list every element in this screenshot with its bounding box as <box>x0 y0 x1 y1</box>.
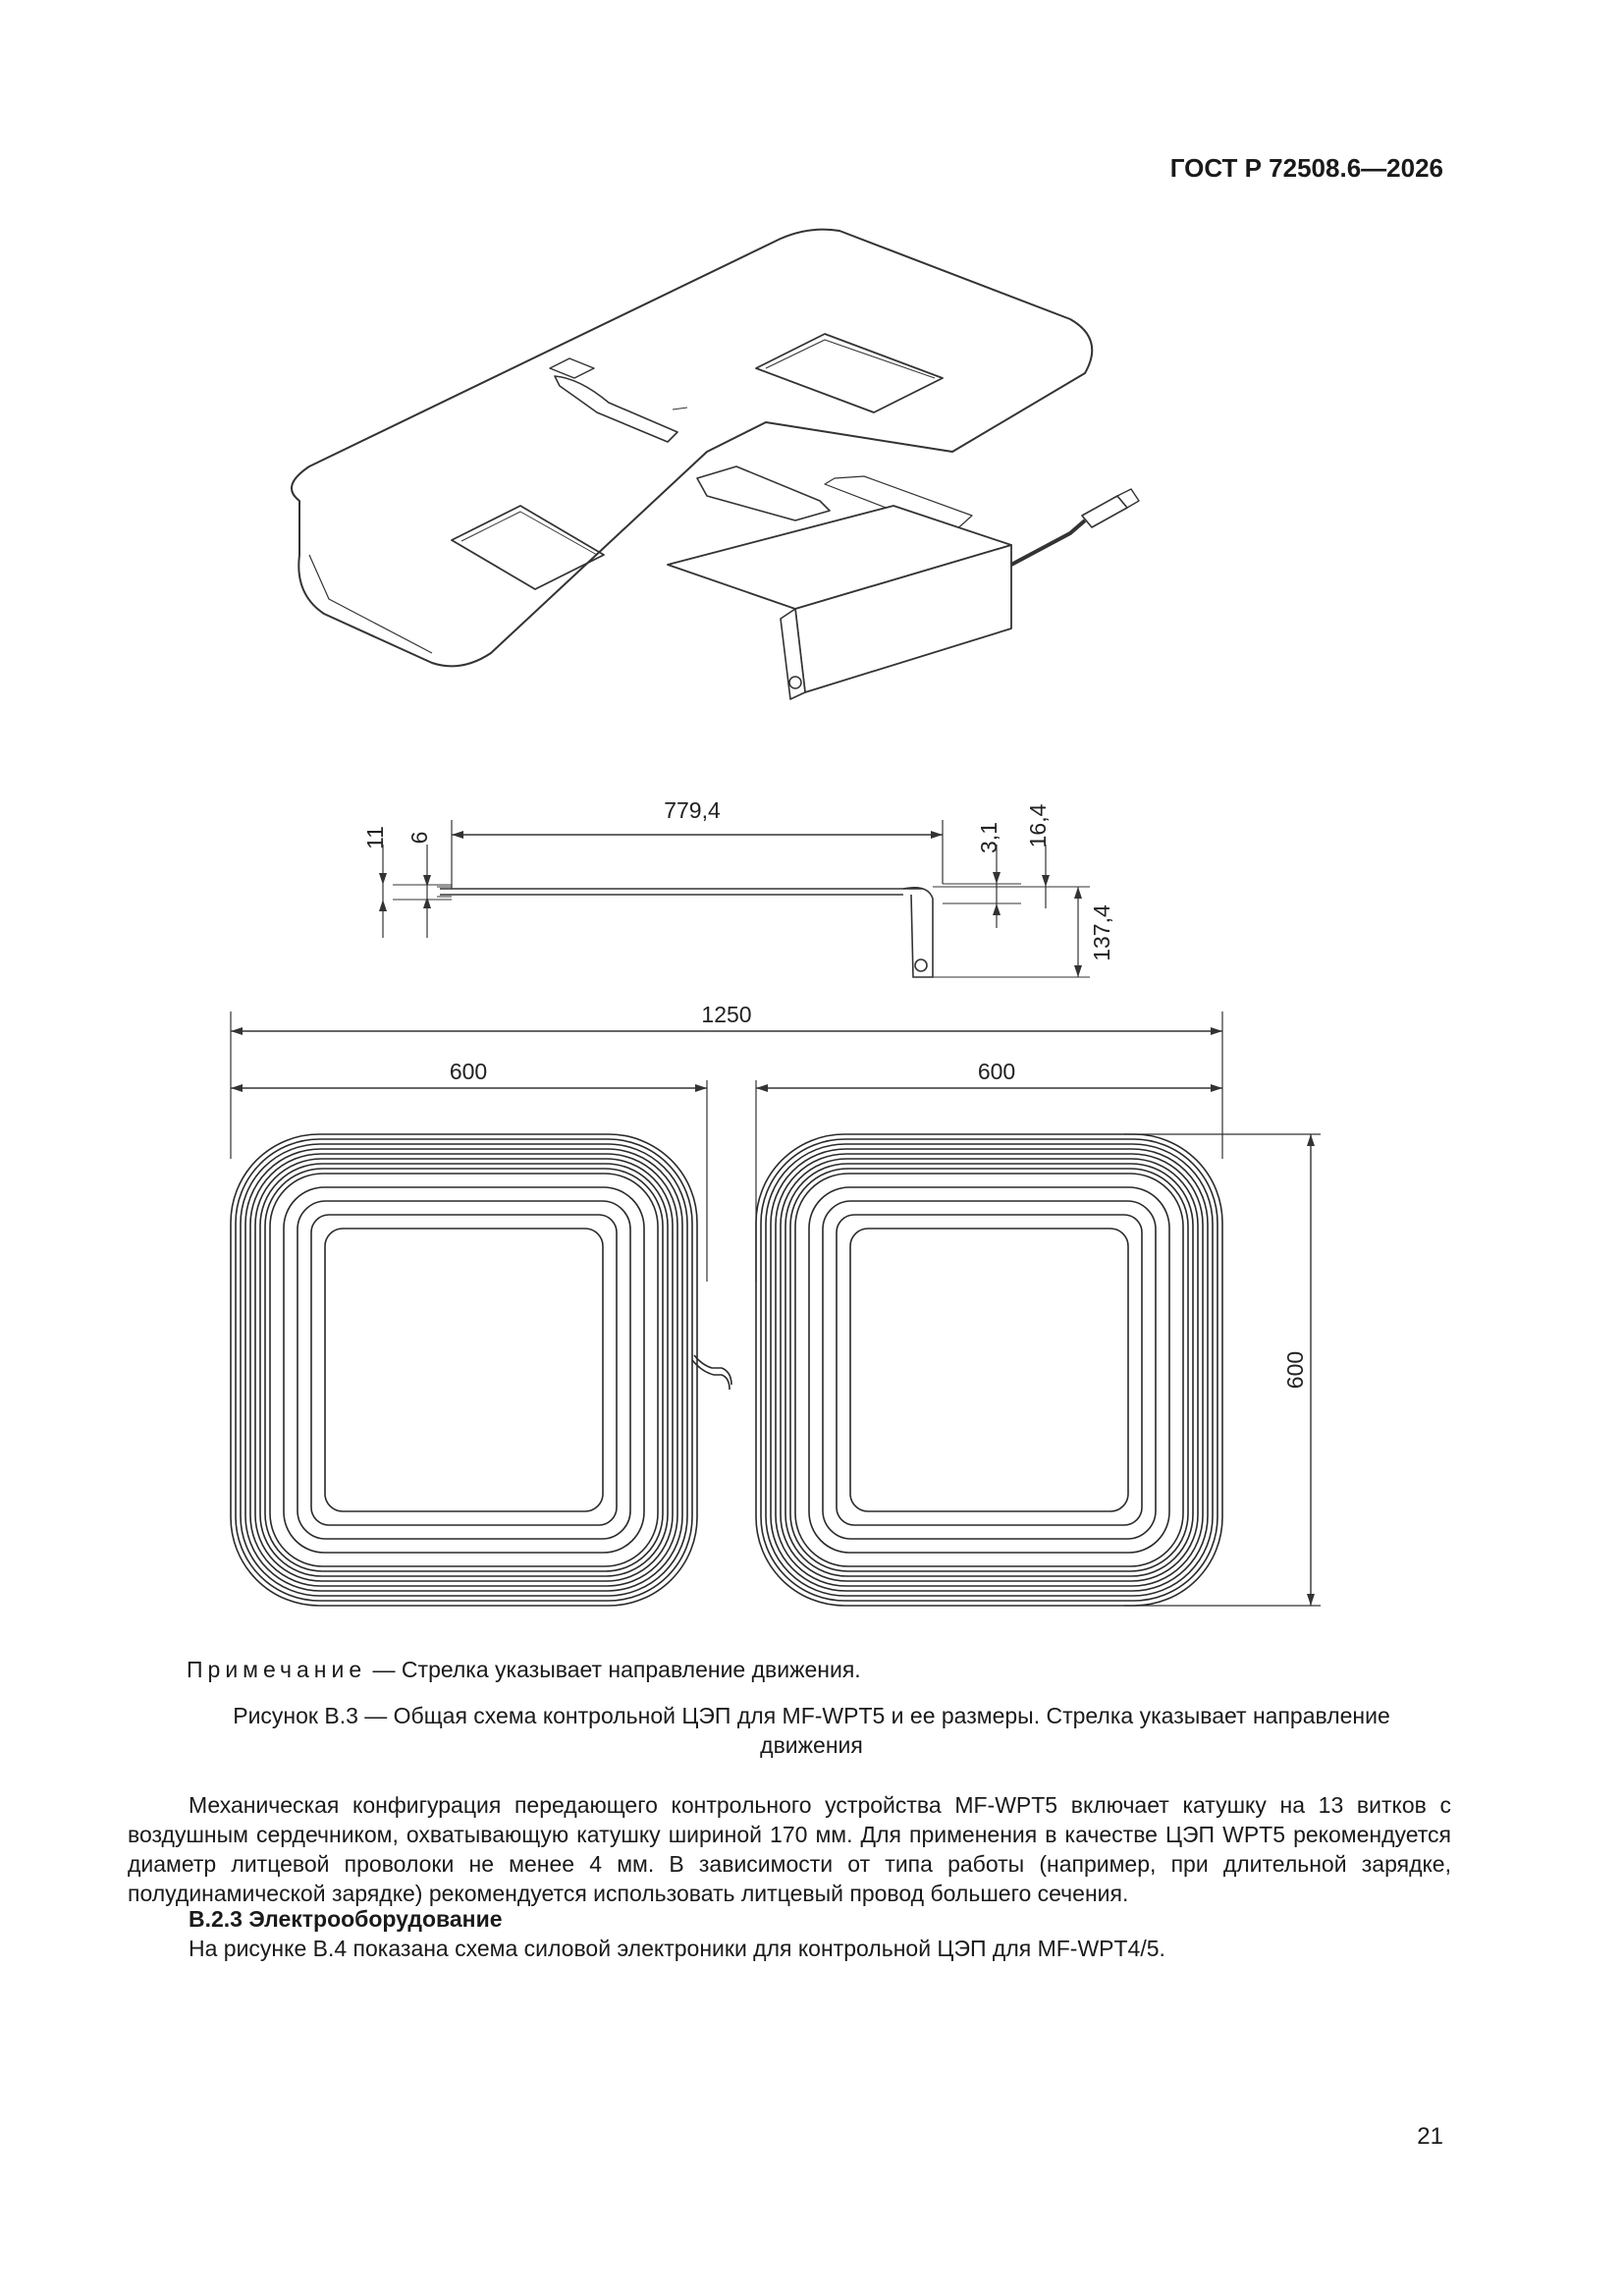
dim-right-coil: 600 <box>977 1059 1016 1084</box>
coil-turn <box>270 1174 658 1566</box>
dim-left-coil: 600 <box>449 1059 488 1084</box>
coil-turn <box>785 1164 1193 1576</box>
cable <box>1011 520 1085 565</box>
coil-turn <box>311 1215 617 1525</box>
note-text: — Стрелка указывает направление движения. <box>366 1657 861 1682</box>
dim-total-width: 1250 <box>701 1002 752 1027</box>
section-title: В.2.3 Электрооборудование <box>189 1906 503 1932</box>
coil-turn <box>260 1164 668 1576</box>
dim-137-4: 137,4 <box>1089 904 1114 961</box>
coil-turn <box>756 1134 1222 1606</box>
paragraph-text: Механическая конфигурация передающего контрольного устройства MF-WPT5 включает катушку на 13 витков с воздушным сердечником, охватывающую катушку шириной 170 мм. Для применения в качестве ЦЭП WPT5 рекомендуется диаметр литцевой проволоки не менее 4 мм. В зависимости от типа работы (например, при длительной зарядке, полудинамической зарядке) рекомендуется использовать литцевый провод большего сечения. <box>128 1792 1451 1906</box>
coil-turn <box>781 1159 1198 1581</box>
coil-turn <box>255 1159 673 1581</box>
dim-length: 779,4 <box>664 797 721 823</box>
figure-note <box>187 1657 861 1683</box>
dim-height: 600 <box>1282 1350 1308 1390</box>
slot-right <box>697 466 830 520</box>
page-number: 21 <box>1417 2123 1443 2150</box>
coil-turn <box>809 1187 1169 1553</box>
coil-turn <box>776 1154 1203 1586</box>
dim-6: 6 <box>406 831 432 845</box>
coil-turn <box>298 1201 630 1539</box>
note-label: Примечание <box>187 1657 367 1682</box>
coil-turn <box>250 1154 677 1586</box>
coil-turn <box>761 1139 1217 1601</box>
coil-top-view <box>211 997 1340 1625</box>
body-paragraph <box>128 1790 1451 1908</box>
coil-bridge <box>694 1355 731 1385</box>
coil-turn <box>325 1229 603 1511</box>
coil-turn <box>837 1215 1142 1525</box>
coil-turn <box>795 1174 1183 1566</box>
coil-turn <box>766 1144 1213 1596</box>
section-text: На рисунке В.4 показана схема силовой электроники для контрольной ЦЭП для MF-WPT4/5. <box>189 1936 1165 1961</box>
caption-line-2: движения <box>760 1732 863 1758</box>
coil-turn <box>231 1134 697 1606</box>
isometric-view <box>285 221 1149 732</box>
caption-line-1: Рисунок В.3 — Общая схема контрольной ЦЭП для MF-WPT5 и ее размеры. Стрелка указывает направление <box>233 1703 1390 1728</box>
coil-turn <box>850 1229 1128 1511</box>
coil-right <box>756 1134 1222 1606</box>
document-header: ГОСТ Р 72508.6—2026 <box>1169 153 1443 183</box>
coil-turn <box>284 1187 644 1553</box>
coil-turn <box>823 1201 1156 1539</box>
coil-turn <box>241 1144 687 1596</box>
dim-3-1: 3,1 <box>976 822 1001 853</box>
figure-caption <box>147 1701 1476 1760</box>
side-view <box>353 791 1139 1007</box>
dim-11: 11 <box>362 826 388 849</box>
dim-16-4: 16,4 <box>1025 803 1051 848</box>
coil-left <box>231 1134 697 1606</box>
coil-turn <box>236 1139 692 1601</box>
